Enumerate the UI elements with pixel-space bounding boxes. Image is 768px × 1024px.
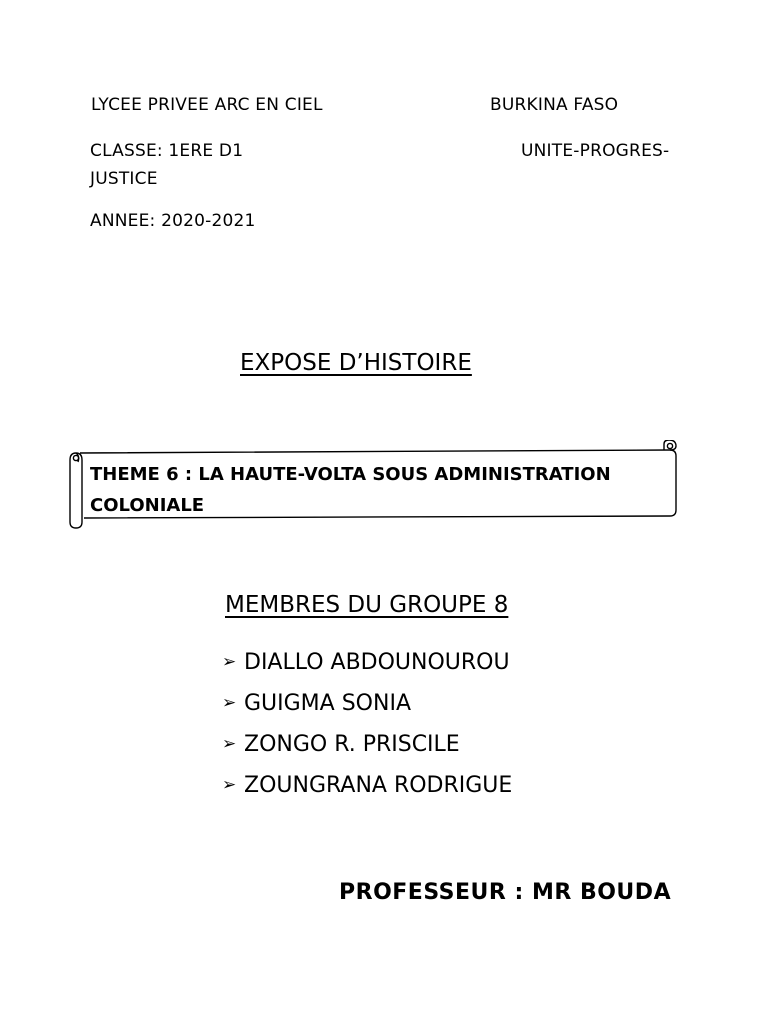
document-title: EXPOSE D’HISTOIRE <box>240 350 472 376</box>
member-name: ZONGO R. PRISCILE <box>244 732 460 757</box>
list-item <box>222 691 411 716</box>
professor-name: PROFESSEUR : MR BOUDA <box>339 880 672 905</box>
motto-line-1: UNITE-PROGRES- <box>521 141 670 161</box>
school-name: LYCEE PRIVEE ARC EN CIEL <box>91 95 323 115</box>
theme-banner-text <box>90 459 680 521</box>
members-heading: MEMBRES DU GROUPE 8 <box>225 592 509 618</box>
motto-line-2: JUSTICE <box>90 169 158 189</box>
member-name: GUIGMA SONIA <box>244 691 411 716</box>
class-label: CLASSE: 1ERE D1 <box>90 141 244 161</box>
list-item <box>222 732 460 757</box>
arrow-bullet-icon: ➢ <box>222 652 237 672</box>
arrow-bullet-icon: ➢ <box>222 775 237 795</box>
list-item <box>222 650 510 675</box>
member-name: ZOUNGRANA RODRIGUE <box>244 773 513 798</box>
arrow-bullet-icon: ➢ <box>222 734 237 754</box>
theme-line-1: THEME 6 : LA HAUTE-VOLTA SOUS ADMINISTRATION <box>90 464 611 485</box>
theme-line-2: COLONIALE <box>90 495 205 516</box>
member-name: DIALLO ABDOUNOUROU <box>244 650 510 675</box>
list-item <box>222 773 512 798</box>
arrow-bullet-icon: ➢ <box>222 693 237 713</box>
country-name: BURKINA FASO <box>490 95 619 115</box>
school-year: ANNEE: 2020-2021 <box>90 211 256 231</box>
